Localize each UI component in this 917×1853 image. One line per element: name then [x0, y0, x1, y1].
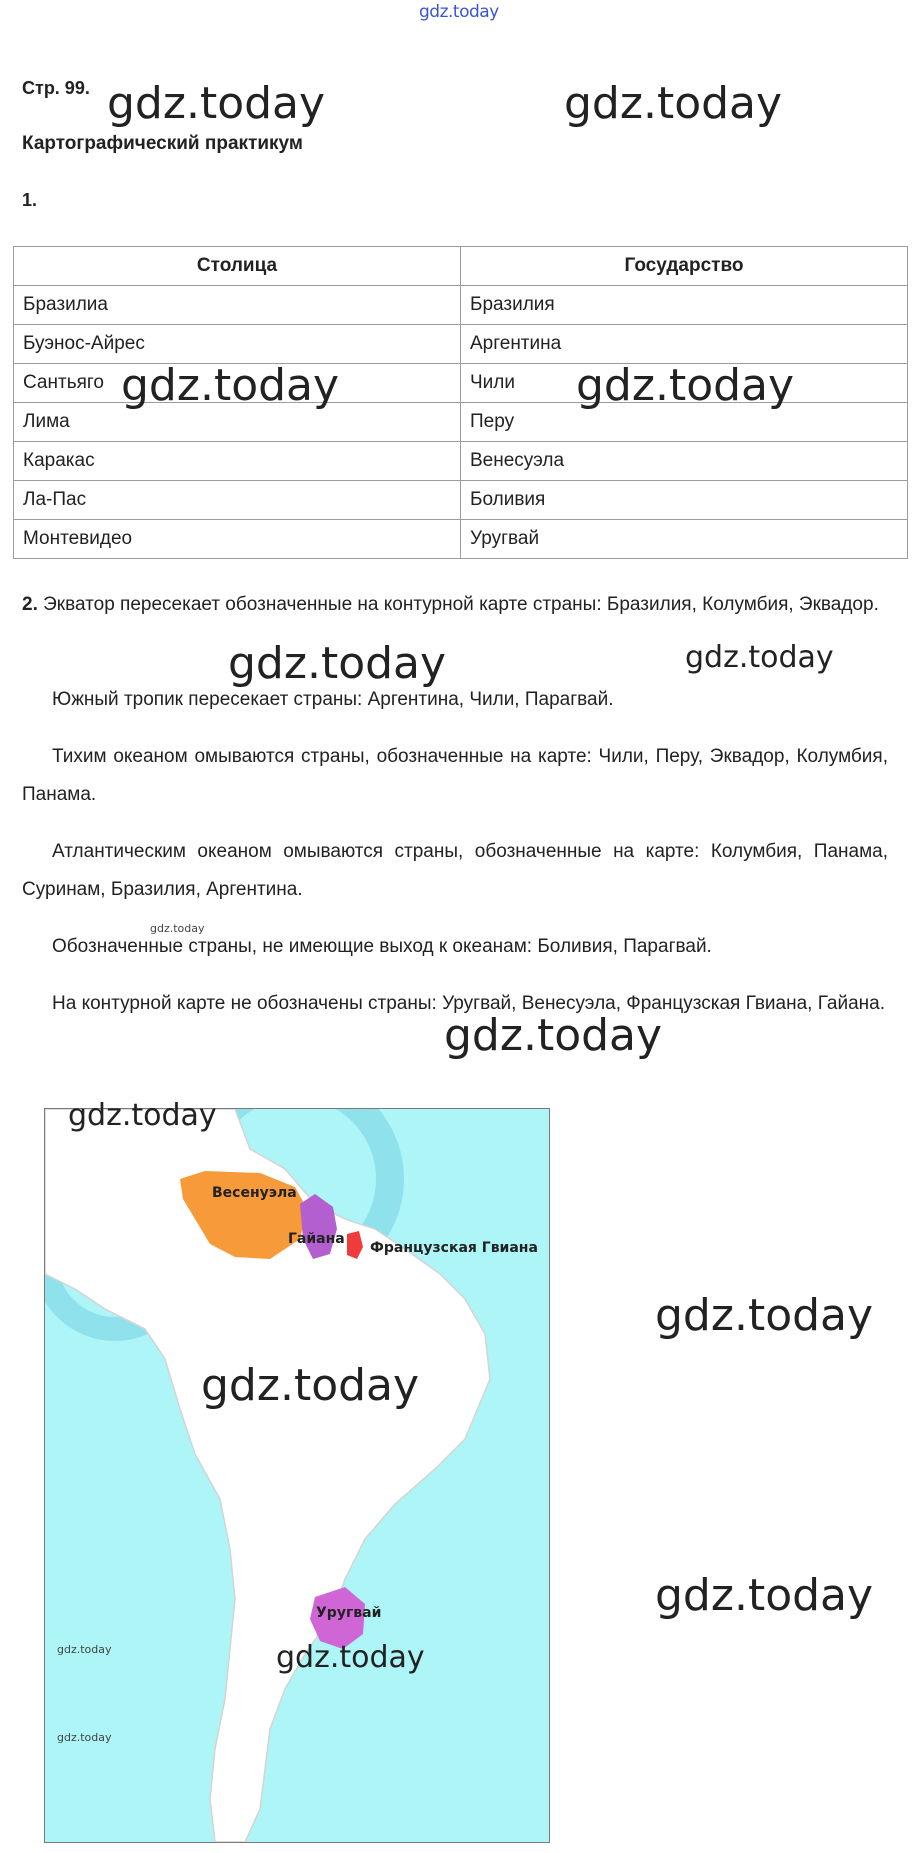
- header-watermark: gdz.today: [419, 2, 499, 22]
- state-cell: Бразилия: [461, 286, 908, 325]
- label-guyana: Гайана: [288, 1231, 345, 1247]
- landlocked-paragraph: Обозначенные страны, не имеющие выход к океанам: Боливия, Парагвай.: [52, 936, 712, 957]
- state-cell: Венесуэла: [461, 442, 908, 481]
- capital-cell: Сантьяго: [14, 364, 461, 403]
- table-header-row: [14, 247, 908, 286]
- watermark: gdz.today: [576, 360, 795, 411]
- table-row: [14, 481, 908, 520]
- table-row: [14, 325, 908, 364]
- watermark: gdz.today: [121, 360, 340, 411]
- capital-cell: Монтевидео: [14, 520, 461, 559]
- state-cell: Чили: [461, 364, 908, 403]
- atlantic-paragraph: Атлантическим океаном омываются страны, обозначенные на карте: Колумбия, Панама, Суринам, Бразилия, Аргентина.: [22, 841, 888, 900]
- label-french-guiana: Французская Гвиана: [370, 1240, 538, 1256]
- column-header-state: Государство: [461, 247, 908, 286]
- pacific-paragraph: Тихим океаном омываются страны, обозначенные на карте: Чили, Перу, Эквадор, Колумбия, Панама.: [22, 746, 888, 805]
- watermark: gdz.today: [57, 1731, 112, 1744]
- watermark: gdz.today: [107, 78, 326, 129]
- watermark: gdz.today: [444, 1010, 663, 1061]
- task-2-number: 2.: [22, 594, 38, 615]
- label-uruguay: Уругвай: [316, 1605, 382, 1621]
- section-title: Картографический практикум: [22, 133, 303, 154]
- contour-map: [44, 1108, 550, 1843]
- state-cell: Уругвай: [461, 520, 908, 559]
- watermark: gdz.today: [150, 922, 205, 935]
- table-row: [14, 520, 908, 559]
- state-cell: Боливия: [461, 481, 908, 520]
- capital-cell: Буэнос-Айрес: [14, 325, 461, 364]
- unmarked-paragraph: На контурной карте не обозначены страны: Уругвай, Венесуэла, Французская Гвиана, Гайана.: [52, 993, 886, 1014]
- watermark: gdz.today: [564, 78, 783, 129]
- watermark: gdz.today: [201, 1360, 420, 1411]
- task-1-number: 1.: [22, 190, 38, 210]
- state-cell: Перу: [461, 403, 908, 442]
- map-drawing: [45, 1109, 549, 1842]
- watermark: gdz.today: [276, 1640, 425, 1675]
- capital-cell: Каракас: [14, 442, 461, 481]
- capital-cell: Бразилиа: [14, 286, 461, 325]
- watermark: gdz.today: [228, 638, 447, 689]
- task-2-paragraph-equator: [22, 586, 888, 624]
- table-row: [14, 286, 908, 325]
- table-row: [14, 442, 908, 481]
- watermark: gdz.today: [655, 1290, 874, 1341]
- capital-cell: Ла-Пас: [14, 481, 461, 520]
- column-header-capital: Столица: [14, 247, 461, 286]
- equator-text: Экватор пересекает обозначенные на контурной карте страны: Бразилия, Колумбия, Эквадор.: [43, 594, 879, 615]
- watermark: gdz.today: [655, 1570, 874, 1621]
- watermark: gdz.today: [685, 640, 834, 675]
- watermark: gdz.today: [68, 1098, 217, 1133]
- tropic-paragraph: Южный тропик пересекает страны: Аргентина, Чили, Парагвай.: [52, 689, 614, 710]
- watermark: gdz.today: [57, 1643, 112, 1656]
- page-reference: Стр. 99.: [22, 78, 90, 98]
- capital-cell: Лима: [14, 403, 461, 442]
- state-cell: Аргентина: [461, 325, 908, 364]
- label-venezuela: Весенуэла: [212, 1185, 297, 1201]
